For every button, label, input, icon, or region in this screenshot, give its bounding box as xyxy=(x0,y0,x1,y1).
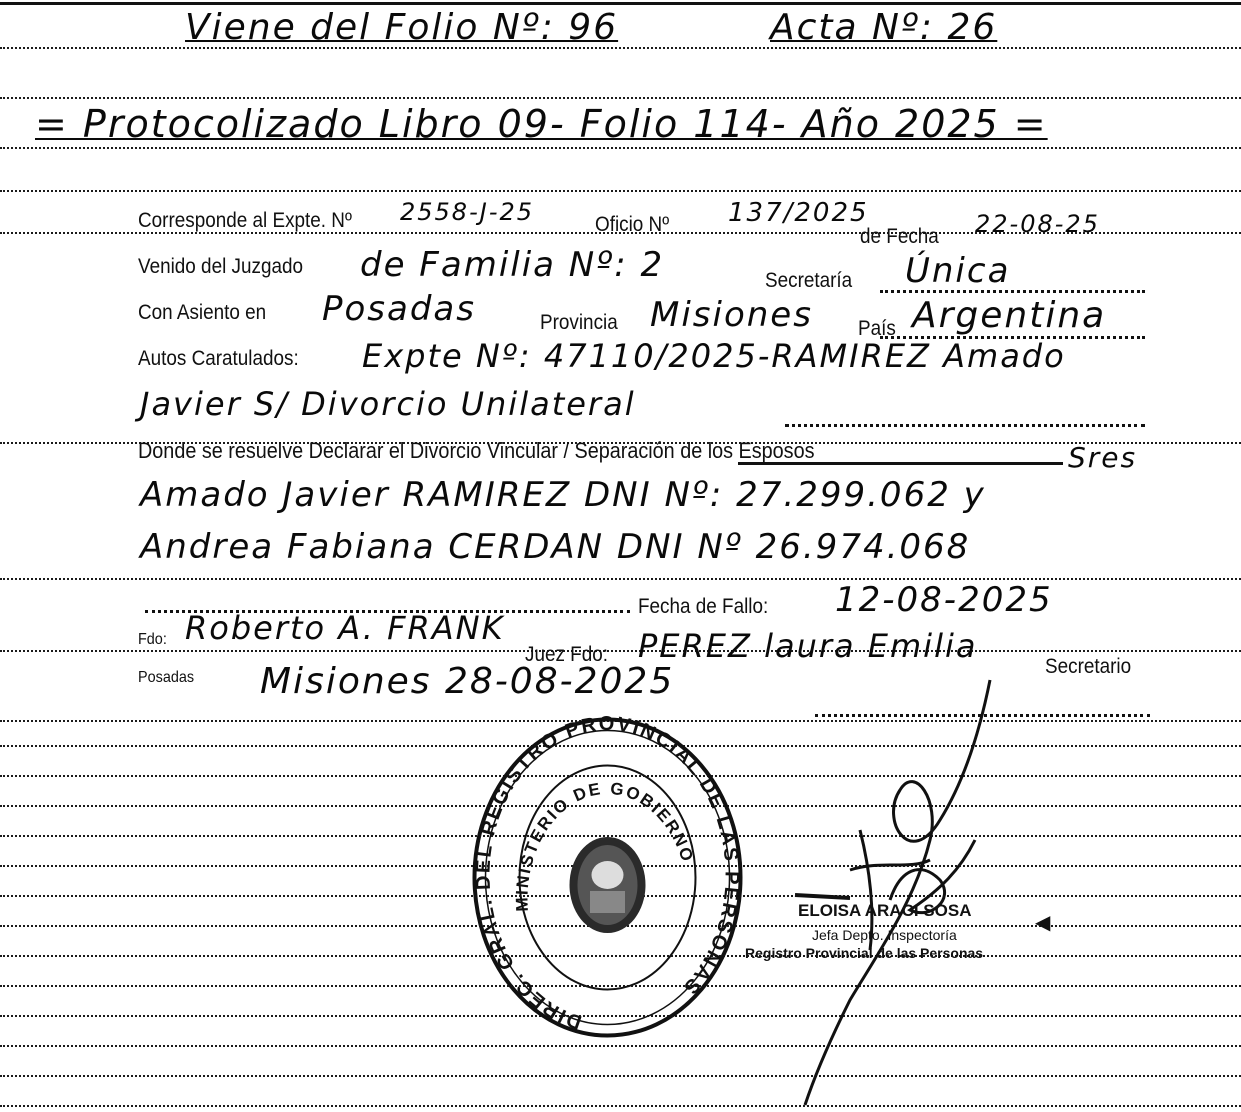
label-donde: Donde se resuelve Declarar el Divorcio Vincular / Separación de los Esposos xyxy=(138,438,815,463)
value-asiento: Posadas xyxy=(322,289,476,329)
stamp-arrow-icon: ◀ xyxy=(1035,910,1051,934)
value-lugar-fecha: Misiones 28-08-2025 xyxy=(260,661,675,702)
value-autos-line1: Expte Nº: 47110/2025-RAMIREZ Amado xyxy=(362,337,1066,375)
label-corresponde: Corresponde al Expte. Nº xyxy=(138,209,352,232)
value-juzgado: de Familia Nº: 2 xyxy=(360,245,665,285)
label-secretaria: Secretaría xyxy=(765,269,853,292)
value-esposos-line2: Andrea Fabiana CERDAN DNI Nº 26.974.068 xyxy=(140,527,971,567)
value-fecha-fallo: 12-08-2025 xyxy=(835,580,1053,620)
label-autos: Autos Caratulados: xyxy=(138,347,299,370)
stamp-title: Jefa Depto. Inspectoría xyxy=(812,927,957,943)
folio-line: Viene del Folio Nº: 96 xyxy=(185,7,619,48)
official-seal xyxy=(470,715,745,1040)
stamp-office: Registro Provincial de las Personas xyxy=(745,945,984,961)
value-autos-line2: Javier S/ Divorcio Unilateral xyxy=(140,385,636,423)
value-oficio: 137/2025 xyxy=(728,198,869,228)
label-provincia: Provincia xyxy=(540,311,618,334)
blank-autos xyxy=(785,424,1145,427)
value-expte: 2558-J-25 xyxy=(400,198,535,226)
value-provincia: Misiones xyxy=(650,295,813,335)
label-fdo: Fdo: xyxy=(138,631,167,648)
protocol-line: = Protocolizado Libro 09- Folio 114- Año 2025 = xyxy=(35,102,1048,146)
coat-of-arms-icon xyxy=(570,837,646,933)
value-esposos-line1: Amado Javier RAMIREZ DNI Nº: 27.299.062 y xyxy=(140,475,986,515)
label-secretario: Secretario xyxy=(1045,655,1132,678)
label-de-fecha: de Fecha xyxy=(860,225,939,248)
label-pais: País xyxy=(858,317,896,340)
value-juez: Roberto A. FRANK xyxy=(185,609,505,647)
label-con-asiento: Con Asiento en xyxy=(138,301,267,324)
seal-inner-text: MINISTERIO DE GOBIERNO xyxy=(512,778,698,912)
value-secretario: PEREZ laura Emilia xyxy=(638,627,978,665)
stamp-name: ELOISA ARACI SOSA xyxy=(798,901,972,920)
handwritten-signature xyxy=(790,670,1020,1110)
value-sres: Sres xyxy=(1068,441,1138,474)
label-venido: Venido del Juzgado xyxy=(138,255,303,278)
blank-row2 xyxy=(880,290,1145,293)
value-pais: Argentina xyxy=(912,295,1107,336)
label-oficio: Oficio Nº xyxy=(595,213,670,236)
label-fecha-fallo: Fecha de Fallo: xyxy=(638,595,769,618)
strike-separacion xyxy=(738,462,1063,465)
seal-ring-text: DIREC. GRAL. DEL REGISTRO PROVINCIAL DE LAS PERSONAS xyxy=(472,715,743,1034)
acta-line: Acta Nº: 26 xyxy=(770,7,998,48)
value-fecha: 22-08-25 xyxy=(975,210,1100,238)
label-lugar: Posadas xyxy=(138,669,195,686)
value-secretaria: Única xyxy=(905,251,1011,291)
label-juez-fdo: Juez Fdo: xyxy=(525,643,608,666)
